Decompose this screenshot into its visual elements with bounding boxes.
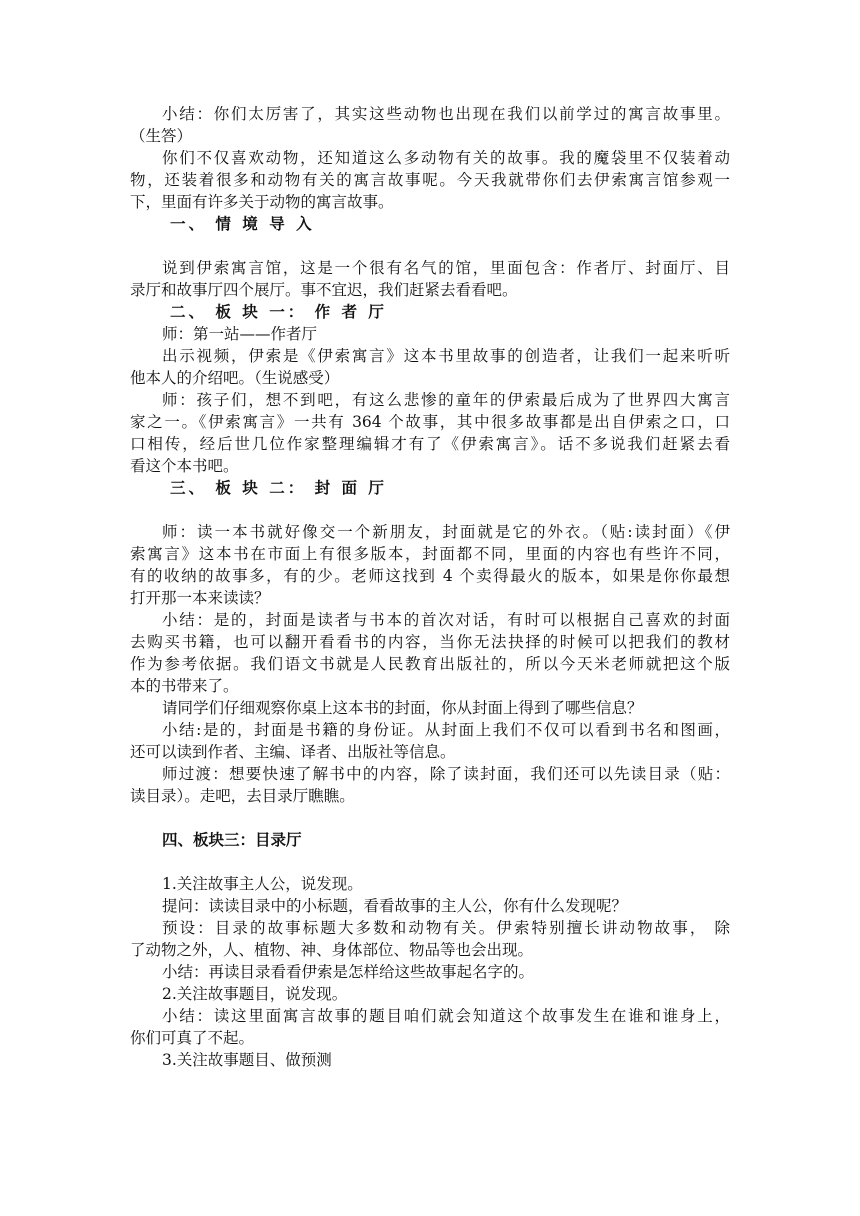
spacer [130, 235, 730, 257]
paragraph-line: （生答） [130, 127, 193, 145]
paragraph-line: 请同学们仔细观察你桌上这本书的封面，你从封面上得到了哪些信息？ [162, 699, 643, 717]
paragraph-line: 师过渡：想要快速了解书中的内容，除了读封面，我们还可以先读目录（贴： [162, 765, 730, 783]
paragraph-line: 有的收纳的故事多，有的少。老师这找到 4 个卖得最火的版本，如果是你你最想 [130, 567, 730, 585]
paragraph-line: 打开那一本来读读？ [130, 589, 270, 607]
paragraph-line: 家之一。《伊索寓言》一共有 364 个故事，其中很多故事都是出自伊索之口，口 [130, 413, 730, 431]
spacer [130, 851, 730, 873]
paragraph-line: 小结：读这里面寓言故事的题目咱们就会知道这个故事发生在谁和谁身上， [162, 1007, 730, 1025]
paragraph-line: 出示视频，伊索是《伊索寓言》这本书里故事的创造者，让我们一起来听听 [162, 347, 730, 365]
paragraph-line: 小结：再读目录看看伊索是怎样给这些故事起名字的。 [162, 963, 535, 981]
paragraph-line: 口相传，经后世几位作家整理编辑才有了《伊索寓言》。话不多说我们赶紧去看 [130, 435, 730, 453]
paragraph-line: 了动物之外，人、植物、神、身体部位、物品等也会出现。 [130, 941, 534, 959]
paragraph-line: 提问：读读目录中的小标题，看看故事的主人公，你有什么发现呢？ [162, 897, 628, 915]
section-heading-4: 四、板块三：目录厅 [162, 830, 302, 849]
paragraph-line: 还可以读到作者、主编、译者、出版社等信息。 [130, 743, 456, 761]
paragraph-line: 看这个本书吧。 [130, 457, 239, 475]
paragraph-line: 师：读一本书就好像交一个新朋友，封面就是它的外衣。（贴:读封面）《伊 [162, 523, 730, 541]
paragraph-line: 索寓言》这本书在市面上有很多版本，封面都不同，里面的内容也有些许不同， [130, 545, 730, 563]
paragraph-line: 说到伊索寓言馆，这是一个很有名气的馆，里面包含：作者厅、封面厅、目 [162, 259, 730, 277]
paragraph-line: 师：第一站——作者厅 [162, 325, 318, 343]
paragraph-line: 物，还装着很多和动物有关的寓言故事呢。今天我就带你们去伊索寓言馆参观一 [130, 171, 730, 189]
paragraph-line: 你们可真了不起。 [130, 1029, 255, 1047]
paragraph-line: 他本人的介绍吧。（生说感受） [130, 369, 340, 387]
paragraph-line: 作为参考依据。我们语文书就是人民教育出版社的，所以今天米老师就把这个版 [130, 655, 730, 673]
paragraph-line: 小结:是的，封面是书籍的身份证。从封面上我们不仅可以看到书名和图画， [162, 721, 730, 739]
section-heading-2: 二、 板 块 一： 作 者 厅 [170, 302, 387, 321]
paragraph-line: 3.关注故事题目、做预测 [162, 1051, 332, 1069]
paragraph-line: 小结：是的，封面是读者与书本的首次对话，有时可以根据自己喜欢的封面 [162, 611, 730, 629]
paragraph-line: 录厅和故事厅四个展厅。事不宜迟，我们赶紧去看看吧。 [130, 281, 518, 299]
spacer [130, 807, 730, 829]
paragraph-line: 你们不仅喜欢动物，还知道这么多动物有关的故事。我的魔袋里不仅装着动 [162, 149, 730, 167]
paragraph-line: 师：孩子们，想不到吧，有这么悲惨的童年的伊索最后成为了世界四大寓言 [162, 391, 730, 409]
paragraph-line: 本的书带来了。 [130, 677, 239, 695]
spacer [130, 499, 730, 521]
section-heading-3: 三、 板 块 二： 封 面 厅 [170, 478, 387, 497]
paragraph-line: 下，里面有许多关于动物的寓言故事。 [130, 193, 394, 211]
paragraph-line: 小结：你们太厉害了，其实这些动物也出现在我们以前学过的寓言故事里。 [162, 105, 730, 123]
section-heading-1: 一、 情 境 导 入 [170, 214, 315, 233]
paragraph-line: 预设：目录的故事标题大多数和动物有关。伊索特别擅长讲动物故事， 除 [162, 919, 730, 937]
paragraph-line: 去购买书籍，也可以翻开看看书的内容，当你无法抉择的时候可以把我们的教材 [130, 633, 730, 651]
paragraph-line: 读目录）。走吧，去目录厅瞧瞧。 [130, 787, 355, 805]
document-body [130, 103, 730, 1071]
paragraph-line: 2.关注故事题目，说发现。 [162, 985, 348, 1003]
paragraph-line: 1.关注故事主人公，说发现。 [162, 875, 363, 893]
